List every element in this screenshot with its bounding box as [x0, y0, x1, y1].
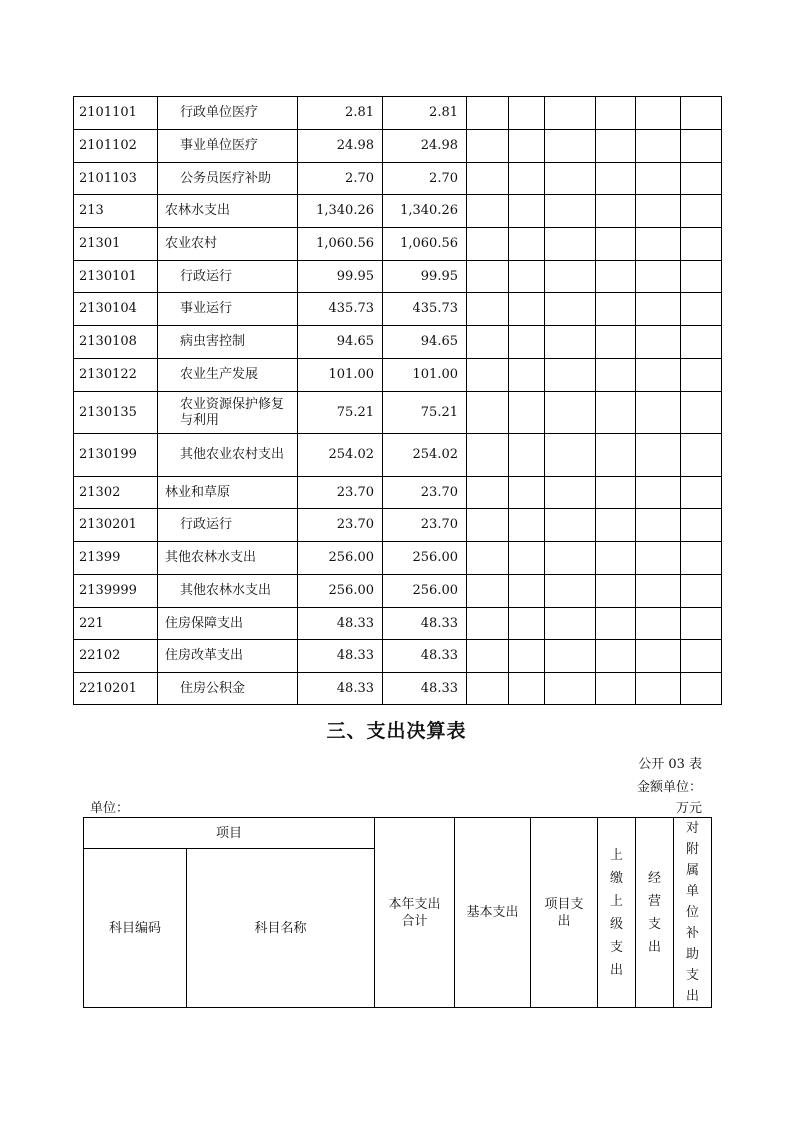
- amount-unit-value: 万元: [675, 801, 702, 816]
- subject-name-cell: 住房改革支出: [158, 640, 298, 673]
- total-expense-cell: 2.70: [298, 163, 383, 195]
- total-expense-cell: 1,340.26: [298, 195, 383, 228]
- empty-cell: [509, 130, 545, 163]
- subject-name-cell: 行政单位医疗: [158, 97, 298, 130]
- empty-cell: [545, 608, 596, 640]
- total-expense-cell: 23.70: [298, 477, 383, 509]
- subject-code-cell: 2101103: [74, 163, 158, 195]
- empty-cell: [545, 509, 596, 542]
- empty-cell: [596, 575, 636, 608]
- empty-cell: [596, 359, 636, 392]
- total-expense-cell: 75.21: [298, 392, 383, 434]
- subject-code-cell: 213: [74, 195, 158, 228]
- empty-cell: [596, 163, 636, 195]
- empty-cell: [681, 477, 722, 509]
- subject-name-cell: 其他农林水支出: [158, 575, 298, 608]
- empty-cell: [467, 608, 509, 640]
- table-row: [74, 575, 722, 608]
- empty-cell: [681, 195, 722, 228]
- empty-cell: [636, 228, 681, 261]
- total-expense-cell: 24.98: [298, 130, 383, 163]
- total-expense-cell: 435.73: [298, 293, 383, 326]
- table-row: [74, 359, 722, 392]
- subject-code-cell: 22102: [74, 640, 158, 673]
- empty-cell: [636, 130, 681, 163]
- subject-name-cell: 农林水支出: [158, 195, 298, 228]
- empty-cell: [467, 640, 509, 673]
- empty-cell: [596, 195, 636, 228]
- basic-expense-cell: 256.00: [383, 542, 467, 575]
- subject-code-cell: 2130135: [74, 392, 158, 434]
- header-subsidy: 对附属单位补助支出: [674, 818, 712, 1008]
- subject-code-cell: 21302: [74, 477, 158, 509]
- empty-cell: [681, 228, 722, 261]
- form-number: 公开 03 表: [638, 757, 702, 772]
- empty-cell: [681, 261, 722, 293]
- empty-cell: [681, 97, 722, 130]
- empty-cell: [596, 509, 636, 542]
- basic-expense-cell: 99.95: [383, 261, 467, 293]
- subject-name-cell: 事业单位医疗: [158, 130, 298, 163]
- total-expense-cell: 94.65: [298, 326, 383, 359]
- header-project: 项目支出: [531, 818, 598, 1008]
- empty-cell: [681, 392, 722, 434]
- basic-expense-cell: 254.02: [383, 434, 467, 477]
- empty-cell: [636, 542, 681, 575]
- empty-cell: [636, 97, 681, 130]
- empty-cell: [509, 97, 545, 130]
- basic-expense-cell: 23.70: [383, 477, 467, 509]
- empty-cell: [596, 608, 636, 640]
- empty-cell: [509, 228, 545, 261]
- empty-cell: [467, 97, 509, 130]
- header-total: 本年支出合计: [375, 818, 455, 1008]
- empty-cell: [509, 293, 545, 326]
- empty-cell: [636, 359, 681, 392]
- table-row: [74, 392, 722, 434]
- empty-cell: [636, 640, 681, 673]
- subject-code-cell: 21399: [74, 542, 158, 575]
- table-title: 三、支出决算表: [326, 720, 467, 742]
- total-expense-cell: 23.70: [298, 509, 383, 542]
- subject-name-cell: 行政运行: [158, 509, 298, 542]
- basic-expense-cell: 1,060.56: [383, 228, 467, 261]
- empty-cell: [681, 673, 722, 705]
- subject-code-cell: 2130199: [74, 434, 158, 477]
- empty-cell: [636, 261, 681, 293]
- table-row: [74, 195, 722, 228]
- empty-cell: [636, 195, 681, 228]
- basic-expense-cell: 94.65: [383, 326, 467, 359]
- empty-cell: [545, 477, 596, 509]
- empty-cell: [545, 228, 596, 261]
- empty-cell: [509, 359, 545, 392]
- empty-cell: [596, 97, 636, 130]
- total-expense-cell: 48.33: [298, 673, 383, 705]
- total-expense-cell: 48.33: [298, 608, 383, 640]
- header-remit: 上缴上级支出: [598, 818, 636, 1008]
- subject-name-cell: 事业运行: [158, 293, 298, 326]
- empty-cell: [636, 509, 681, 542]
- empty-cell: [596, 130, 636, 163]
- empty-cell: [509, 195, 545, 228]
- empty-cell: [545, 542, 596, 575]
- basic-expense-cell: 2.70: [383, 163, 467, 195]
- basic-expense-cell: 48.33: [383, 673, 467, 705]
- empty-cell: [545, 163, 596, 195]
- basic-expense-cell: 1,340.26: [383, 195, 467, 228]
- empty-cell: [545, 575, 596, 608]
- table-row: [74, 261, 722, 293]
- total-expense-cell: 2.81: [298, 97, 383, 130]
- empty-cell: [636, 673, 681, 705]
- empty-cell: [467, 293, 509, 326]
- table-row: [74, 326, 722, 359]
- empty-cell: [467, 163, 509, 195]
- empty-cell: [467, 673, 509, 705]
- amount-unit-label: 金额单位：: [636, 780, 702, 795]
- empty-cell: [545, 326, 596, 359]
- empty-cell: [509, 542, 545, 575]
- table-row: [74, 130, 722, 163]
- expenditure-table-continued: [73, 96, 722, 705]
- subject-name-cell: 其他农林水支出: [158, 542, 298, 575]
- subject-code-cell: 2130201: [74, 509, 158, 542]
- empty-cell: [467, 477, 509, 509]
- subject-code-cell: 2210201: [74, 673, 158, 705]
- basic-expense-cell: 24.98: [383, 130, 467, 163]
- empty-cell: [636, 608, 681, 640]
- empty-cell: [509, 434, 545, 477]
- empty-cell: [636, 392, 681, 434]
- empty-cell: [596, 228, 636, 261]
- table-row: [74, 542, 722, 575]
- subject-code-cell: 2101102: [74, 130, 158, 163]
- subject-name-cell: 行政运行: [158, 261, 298, 293]
- subject-code-cell: 2130104: [74, 293, 158, 326]
- empty-cell: [467, 326, 509, 359]
- table-row: [74, 477, 722, 509]
- empty-cell: [545, 640, 596, 673]
- table-row: [74, 640, 722, 673]
- subject-name-cell: 住房保障支出: [158, 608, 298, 640]
- table-row: [74, 293, 722, 326]
- empty-cell: [596, 261, 636, 293]
- empty-cell: [467, 509, 509, 542]
- empty-cell: [596, 293, 636, 326]
- header-code: 科目编码: [84, 849, 187, 1008]
- empty-cell: [545, 434, 596, 477]
- total-expense-cell: 256.00: [298, 542, 383, 575]
- table-row: [74, 228, 722, 261]
- empty-cell: [545, 97, 596, 130]
- empty-cell: [636, 434, 681, 477]
- empty-cell: [596, 477, 636, 509]
- empty-cell: [681, 293, 722, 326]
- empty-cell: [545, 673, 596, 705]
- empty-cell: [467, 359, 509, 392]
- basic-expense-cell: 75.21: [383, 392, 467, 434]
- header-business: 经营支出: [636, 818, 674, 1008]
- total-expense-cell: 48.33: [298, 640, 383, 673]
- empty-cell: [681, 130, 722, 163]
- total-expense-cell: 1,060.56: [298, 228, 383, 261]
- header-name: 科目名称: [187, 849, 375, 1008]
- empty-cell: [681, 509, 722, 542]
- empty-cell: [467, 575, 509, 608]
- subject-code-cell: 2130108: [74, 326, 158, 359]
- empty-cell: [596, 673, 636, 705]
- empty-cell: [509, 509, 545, 542]
- empty-cell: [636, 575, 681, 608]
- empty-cell: [596, 392, 636, 434]
- table-row: [74, 434, 722, 477]
- unit-label: 单位：: [90, 801, 130, 816]
- subject-name-cell: 病虫害控制: [158, 326, 298, 359]
- empty-cell: [509, 477, 545, 509]
- empty-cell: [509, 163, 545, 195]
- subject-name-cell: 农业生产发展: [158, 359, 298, 392]
- subject-name-cell: 农业农村: [158, 228, 298, 261]
- empty-cell: [596, 640, 636, 673]
- empty-cell: [509, 673, 545, 705]
- subject-name-cell: 农业资源保护修复与利用: [158, 392, 298, 434]
- subject-code-cell: 2130101: [74, 261, 158, 293]
- total-expense-cell: 254.02: [298, 434, 383, 477]
- basic-expense-cell: 48.33: [383, 608, 467, 640]
- empty-cell: [467, 228, 509, 261]
- empty-cell: [545, 293, 596, 326]
- subject-name-cell: 住房公积金: [158, 673, 298, 705]
- subject-name-cell: 其他农业农村支出: [158, 434, 298, 477]
- expenditure-table-header: [83, 817, 712, 1008]
- empty-cell: [636, 326, 681, 359]
- empty-cell: [636, 477, 681, 509]
- empty-cell: [636, 293, 681, 326]
- table-row: [74, 509, 722, 542]
- empty-cell: [509, 392, 545, 434]
- basic-expense-cell: 2.81: [383, 97, 467, 130]
- empty-cell: [596, 326, 636, 359]
- header-item: 项目: [84, 818, 375, 849]
- basic-expense-cell: 101.00: [383, 359, 467, 392]
- empty-cell: [509, 575, 545, 608]
- total-expense-cell: 99.95: [298, 261, 383, 293]
- total-expense-cell: 101.00: [298, 359, 383, 392]
- table-row: [74, 97, 722, 130]
- empty-cell: [467, 130, 509, 163]
- subject-name-cell: 林业和草原: [158, 477, 298, 509]
- subject-name-cell: 公务员医疗补助: [158, 163, 298, 195]
- empty-cell: [509, 326, 545, 359]
- subject-code-cell: 2139999: [74, 575, 158, 608]
- empty-cell: [596, 434, 636, 477]
- empty-cell: [509, 261, 545, 293]
- empty-cell: [545, 261, 596, 293]
- empty-cell: [467, 434, 509, 477]
- subject-code-cell: 2130122: [74, 359, 158, 392]
- empty-cell: [681, 608, 722, 640]
- empty-cell: [596, 542, 636, 575]
- subject-code-cell: 2101101: [74, 97, 158, 130]
- empty-cell: [681, 163, 722, 195]
- empty-cell: [509, 640, 545, 673]
- basic-expense-cell: 48.33: [383, 640, 467, 673]
- empty-cell: [681, 326, 722, 359]
- empty-cell: [681, 640, 722, 673]
- table-row: [74, 608, 722, 640]
- empty-cell: [681, 434, 722, 477]
- empty-cell: [681, 575, 722, 608]
- header-basic: 基本支出: [455, 818, 531, 1008]
- empty-cell: [681, 359, 722, 392]
- empty-cell: [545, 195, 596, 228]
- subject-code-cell: 21301: [74, 228, 158, 261]
- table-row: [74, 673, 722, 705]
- empty-cell: [545, 130, 596, 163]
- total-expense-cell: 256.00: [298, 575, 383, 608]
- empty-cell: [467, 261, 509, 293]
- empty-cell: [509, 608, 545, 640]
- basic-expense-cell: 23.70: [383, 509, 467, 542]
- empty-cell: [467, 195, 509, 228]
- table-row: [74, 163, 722, 195]
- subject-code-cell: 221: [74, 608, 158, 640]
- empty-cell: [467, 542, 509, 575]
- empty-cell: [467, 392, 509, 434]
- empty-cell: [681, 542, 722, 575]
- empty-cell: [545, 392, 596, 434]
- empty-cell: [545, 359, 596, 392]
- basic-expense-cell: 435.73: [383, 293, 467, 326]
- basic-expense-cell: 256.00: [383, 575, 467, 608]
- empty-cell: [636, 163, 681, 195]
